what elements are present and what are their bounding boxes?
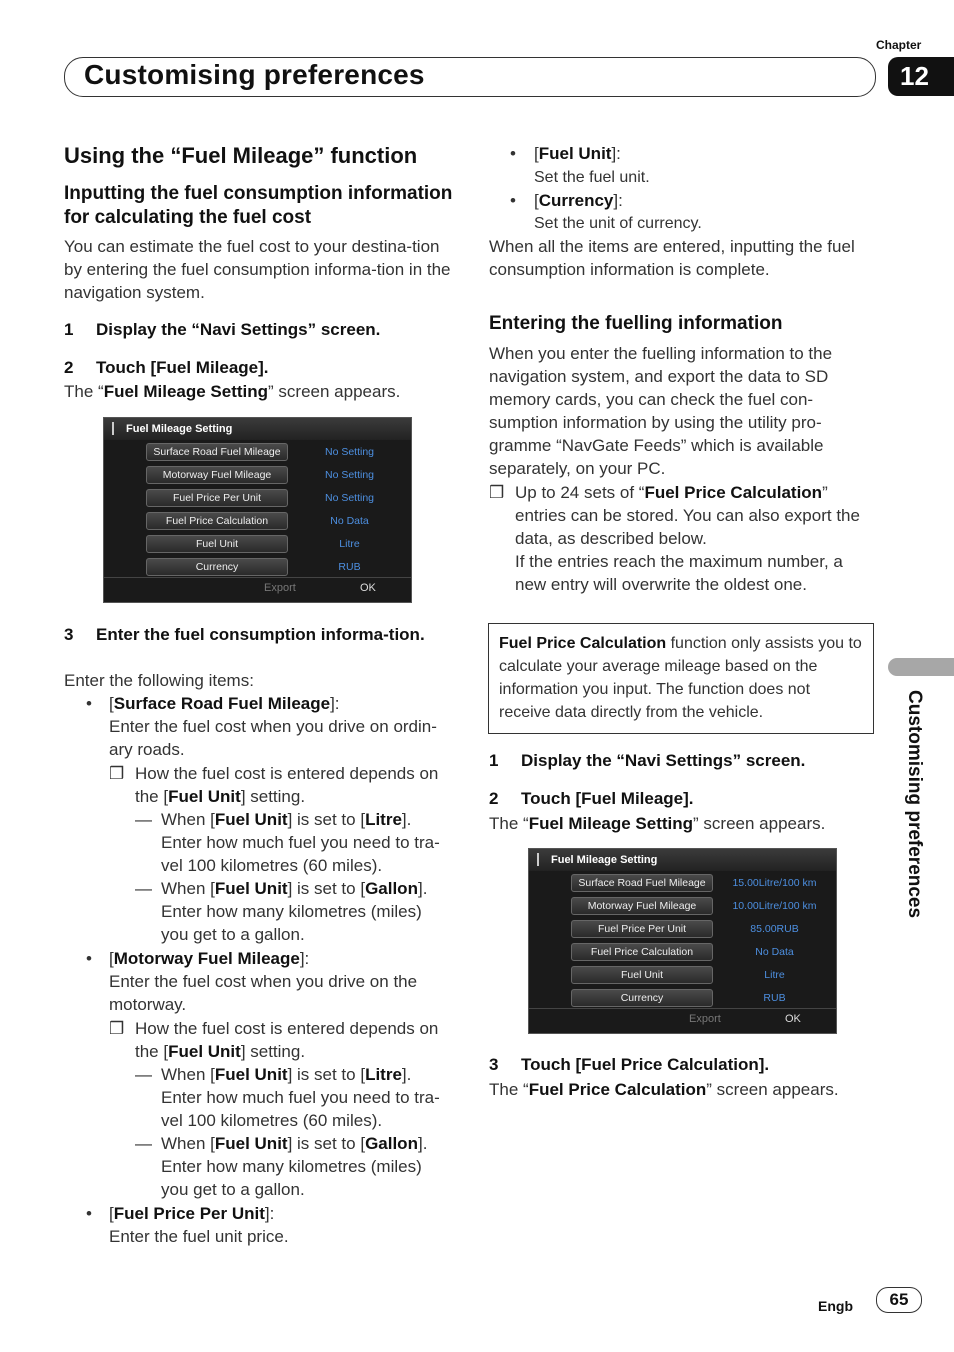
right-step-3-description: The “Fuel Price Calculation” screen appears. [489,1080,839,1099]
fuel-unit-note: How the fuel cost is entered depends on the [Fuel Unit] setting. [135,1019,439,1061]
dash-glyph: — [135,879,152,898]
litre-condition: When [Fuel Unit] is set to [Litre]. [161,810,412,829]
side-tab-marker [888,658,954,676]
dash-glyph: — [135,1065,152,1084]
item-currency-desc: Set the unit of currency. [534,215,702,232]
item-fuel-price-desc: Enter the fuel unit price. [109,1227,289,1246]
fuelling-intro: When you enter the fuelling information to the navigation system, and export the data to SD memory cards, you can check the fuel con-sumption information by using the utility pro-gramme “NavGate Feeds” which is available separately, on your PC. [489,344,833,478]
storage-note: Up to 24 sets of “Fuel Price Calculation” entries can be stored. You can also export the data, as described below. [515,483,860,548]
setting-row-button[interactable]: Fuel Price Per Unit [571,920,713,938]
item-motorway-desc: Enter the fuel cost when you drive on the motorway. [109,972,418,1014]
setting-row-value: No Setting [324,492,375,504]
item-motorway-label: [Motorway Fuel Mileage]: [109,949,310,968]
checkbox-icon: ❒ [489,483,505,502]
setting-row-button[interactable]: Currency [146,558,288,576]
list-item-bullet: • [86,694,92,713]
step-number: 1 [489,751,499,770]
list-item-bullet: • [510,144,516,163]
setting-row-value: Litre [764,969,785,981]
setting-row-button[interactable]: Currency [571,989,713,1007]
litre-description: Enter how much fuel you need to tra-vel 100 kilometres (60 miles). [161,833,440,875]
right-step-3 [489,1055,769,1075]
setting-row-button[interactable]: Fuel Price Calculation [146,512,288,530]
step-text: Enter the fuel consumption informa-tion. [96,625,425,644]
list-item-bullet: • [510,191,516,210]
setting-row-value: No Setting [324,469,375,481]
step-text: Touch [Fuel Price Calculation]. [521,1055,770,1074]
setting-row-value: No Data [330,515,369,527]
fuelling-subsection-title: Entering the fuelling information [489,313,783,334]
back-icon[interactable] [112,422,122,435]
setting-row-button[interactable]: Surface Road Fuel Mileage [571,874,713,892]
setting-row-button[interactable]: Fuel Price Per Unit [146,489,288,507]
screen-title-bar: Fuel Mileage Setting [104,418,411,440]
gallon-condition: When [Fuel Unit] is set to [Gallon]. [161,1134,428,1153]
export-button[interactable]: Export [689,1013,721,1025]
intro-paragraph: You can estimate the fuel cost to your destina-tion by entering the fuel consumption informa-tion in the navigation system. [64,237,451,302]
litre-condition: When [Fuel Unit] is set to [Litre]. [161,1065,412,1084]
back-icon[interactable] [537,853,547,866]
side-tab-label: Customising preferences [904,690,925,919]
setting-row-button[interactable]: Fuel Price Calculation [571,943,713,961]
dash-glyph: — [135,1134,152,1153]
item-fuel-price-label: [Fuel Price Per Unit]: [109,1204,275,1223]
subsection-title: Inputting the fuel consumption information for calculating the fuel cost [64,183,453,228]
setting-row-value: 85.00RUB [750,923,799,935]
checkbox-icon: ❒ [109,764,125,783]
step-3-description: Enter the following items: [64,671,254,690]
step-3 [64,623,444,646]
setting-row-button[interactable]: Fuel Unit [146,535,288,553]
setting-row-button[interactable]: Motorway Fuel Mileage [571,897,713,915]
list-item-bullet: • [86,949,92,968]
item-surface-road-label: [Surface Road Fuel Mileage]: [109,694,340,713]
fuel-mileage-setting-screen-1 [103,417,412,603]
setting-row-value: Litre [339,538,360,550]
right-step-2-description: The “Fuel Mileage Setting” screen appears. [489,814,826,833]
caution-box: Fuel Price Calculation function only assists you to calculate your average mileage based on the information you input. The function does not receive data directly from the vehicle. [488,623,874,734]
setting-row-button[interactable]: Motorway Fuel Mileage [146,466,288,484]
step-1 [64,320,380,340]
step-number: 3 [489,1055,499,1074]
step-text: Touch [Fuel Mileage]. [96,358,269,377]
step-text: Touch [Fuel Mileage]. [521,789,694,808]
right-step-1 [489,751,805,771]
item-fuel-unit-desc: Set the fuel unit. [534,169,650,186]
item-fuel-unit-label: [Fuel Unit]: [534,144,621,163]
checkbox-icon: ❒ [109,1019,125,1038]
step-number: 2 [489,789,499,808]
page-number: 65 [876,1287,922,1313]
fuel-mileage-setting-screen-2 [528,848,837,1034]
ok-button[interactable]: OK [785,1013,801,1025]
setting-row-value: RUB [763,992,786,1004]
step-text: Display the “Navi Settings” screen. [96,320,381,339]
setting-row-value: 10.00Litre/100 km [732,900,817,912]
step-number: 1 [64,320,74,339]
chapter-label: Chapter [876,38,922,52]
step-number: 3 [64,625,74,644]
item-surface-road-desc: Enter the fuel cost when you drive on ordin-ary roads. [109,717,437,759]
item-currency-label: [Currency]: [534,191,623,210]
section-title: Using the “Fuel Mileage” function [64,143,418,168]
dash-glyph: — [135,810,152,829]
step-text: Display the “Navi Settings” screen. [521,751,806,770]
screen-title-bar: Fuel Mileage Setting [529,849,836,871]
language-code: Engb [818,1298,853,1314]
right-step-2 [489,789,694,809]
overwrite-note: If the entries reach the maximum number, a new entry will overwrite the oldest one. [515,552,843,594]
step-2 [64,358,269,378]
litre-description: Enter how much fuel you need to tra-vel 100 kilometres (60 miles). [161,1088,440,1130]
setting-row-value: RUB [338,561,361,573]
list-item-bullet: • [86,1204,92,1223]
setting-row-value: No Setting [324,446,375,458]
setting-row-button[interactable]: Surface Road Fuel Mileage [146,443,288,461]
setting-row-value: No Data [755,946,794,958]
gallon-description: Enter how many kilometres (miles) you get to a gallon. [161,1157,422,1199]
step-2-description: The “Fuel Mileage Setting” screen appears. [64,382,401,401]
export-button[interactable]: Export [264,582,296,594]
setting-row-button[interactable]: Fuel Unit [571,966,713,984]
completion-paragraph: When all the items are entered, inputting the fuel consumption information is complete. [489,237,855,279]
gallon-description: Enter how many kilometres (miles) you get to a gallon. [161,902,422,944]
gallon-condition: When [Fuel Unit] is set to [Gallon]. [161,879,428,898]
setting-row-value: 15.00Litre/100 km [732,877,817,889]
page-title: Customising preferences [84,59,425,90]
chapter-number: 12 [888,57,954,96]
fuel-unit-note: How the fuel cost is entered depends on the [Fuel Unit] setting. [135,764,439,806]
ok-button[interactable]: OK [360,582,376,594]
step-number: 2 [64,358,74,377]
